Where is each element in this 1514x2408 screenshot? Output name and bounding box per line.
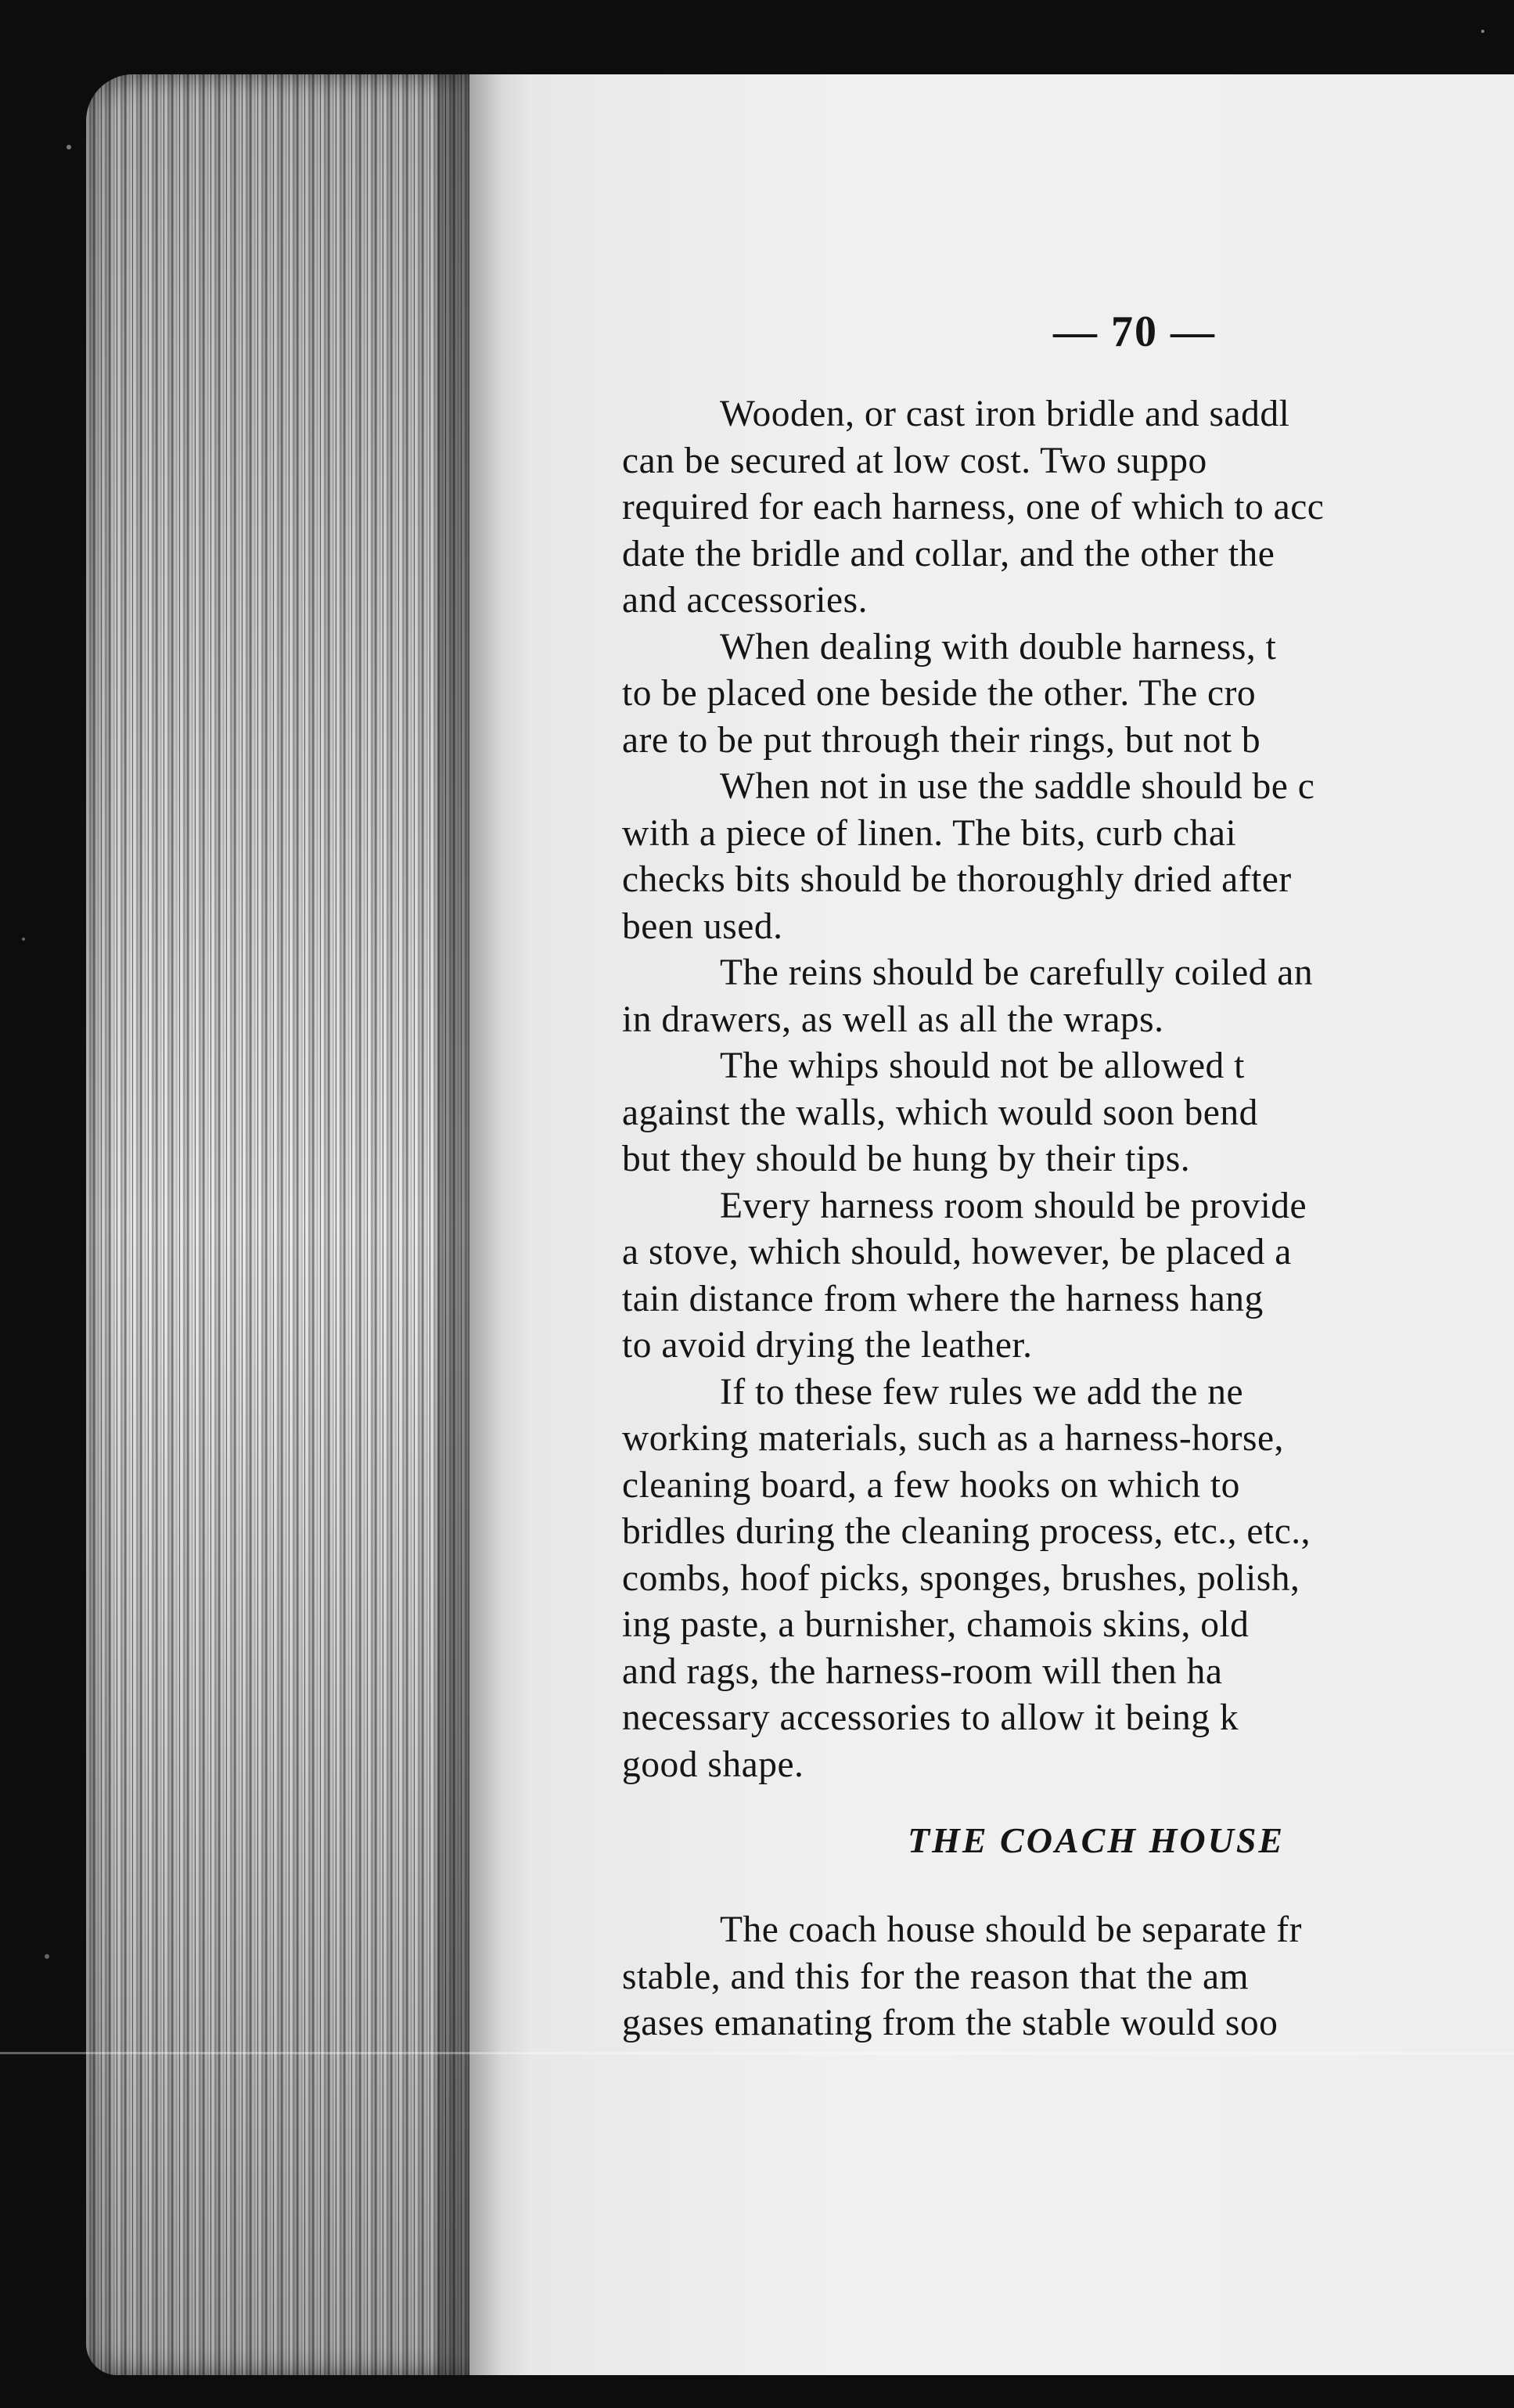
text-line: Wooden, or cast iron bridle and saddl xyxy=(720,394,1290,434)
text-line: When not in use the saddle should be c xyxy=(720,766,1315,807)
text-line: in drawers, as well as all the wraps. xyxy=(622,999,1164,1040)
section-heading: THE COACH HOUSE xyxy=(908,1820,1286,1860)
text-line: The reins should be carefully coiled an xyxy=(720,952,1314,993)
text-line: good shape. xyxy=(622,1744,804,1785)
text-line: been used. xyxy=(622,905,783,947)
text-line: tain distance from where the harness hang xyxy=(622,1278,1264,1319)
text-line: date the bridle and collar, and the other the xyxy=(622,533,1275,574)
text-line: combs, hoof picks, sponges, brushes, polish, xyxy=(622,1557,1300,1599)
text-line: cleaning board, a few hooks on which to xyxy=(622,1464,1240,1506)
text-line: with a piece of linen. The bits, curb chai xyxy=(622,812,1237,854)
text-line: stable, and this for the reason that the am xyxy=(622,1956,1250,1997)
text-line: and rags, the harness-room will then ha xyxy=(622,1650,1223,1692)
text-line: ing paste, a burnisher, chamois skins, old xyxy=(622,1604,1250,1645)
text-line: The whips should not be allowed t xyxy=(720,1046,1245,1086)
text-line: When dealing with double harness, t xyxy=(720,626,1277,668)
text-line: to be placed one beside the other. The cro xyxy=(622,673,1257,714)
scan-artifact-line xyxy=(0,2052,1514,2054)
text-line: against the walls, which would soon bend xyxy=(622,1092,1258,1133)
text-line: The coach house should be separate fr xyxy=(720,1909,1302,1950)
body-text-top xyxy=(622,391,1514,1788)
text-line: If to these few rules we add the ne xyxy=(720,1371,1244,1413)
text-line: a stove, which should, however, be placed a xyxy=(622,1232,1292,1272)
text-line: can be secured at low cost. Two suppo xyxy=(622,440,1207,481)
text-line: Every harness room should be provide xyxy=(720,1185,1307,1226)
text-line: checks bits should be thoroughly dried after xyxy=(622,859,1292,900)
page-number: — 70 — xyxy=(1053,308,1216,356)
book-page-edges xyxy=(86,74,477,2375)
text-line: are to be put through their rings, but not b xyxy=(622,719,1261,761)
text-line: but they should be hung by their tips. xyxy=(622,1139,1191,1179)
text-line: bridles during the cleaning process, etc., etc., xyxy=(622,1511,1311,1552)
body-text-bottom xyxy=(622,1907,1514,2047)
text-line: gases emanating from the stable would soo xyxy=(622,2003,1278,2043)
text-line: working materials, such as a harness-horse, xyxy=(622,1418,1284,1459)
gutter-shadow xyxy=(438,74,501,2375)
text-line: and accessories. xyxy=(622,580,868,621)
text-line: to avoid drying the leather. xyxy=(622,1325,1033,1366)
text-line: required for each harness, one of which to acc xyxy=(622,487,1325,527)
bottom-dark-strip xyxy=(0,2375,1514,2408)
text-line: necessary accessories to allow it being k xyxy=(622,1697,1239,1738)
